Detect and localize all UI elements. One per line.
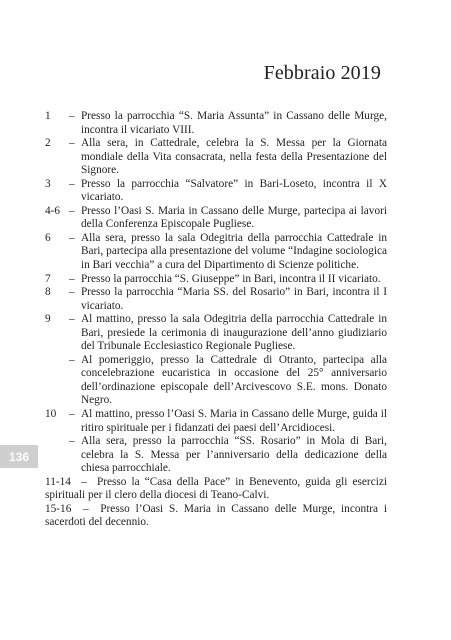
entry-dash: –	[69, 313, 75, 326]
entry-dash: –	[69, 272, 75, 285]
list-item	[45, 273, 387, 287]
entry-dash: –	[69, 353, 75, 366]
entry-text: Presso la parrocchia “S. Maria Assunta” in Cassano delle Murge, incontra il vicariato VIII.	[81, 110, 387, 136]
entry-text: Al mattino, presso la sala Odegitria della parrocchia Cattedrale in Bari, presiede la cerimonia di inaugurazione dell’anno giudiziario del Tribunale Ecclesiastico Regionale Pugliese.	[81, 313, 387, 353]
entry-day: 6	[45, 231, 51, 244]
entry-dash: –	[69, 110, 75, 122]
entry-dash: –	[69, 177, 75, 190]
entry-day: 15-16	[45, 502, 72, 515]
entry-text: Presso la “Casa della Pace” in Benevento, guida gli esercizi spirituali per il clero della diocesi di Teano-Calvi.	[45, 475, 388, 502]
entry-dash: –	[69, 408, 75, 421]
page-title: Febbraio 2019	[263, 62, 381, 84]
entry-text: Presso l’Oasi S. Maria in Cassano delle Murge, incontra i sacerdoti del decennio.	[45, 502, 388, 529]
list-item	[45, 435, 387, 476]
entry-text: Presso la parrocchia “Salvatore” in Bari-Loseto, incontra il X vicariato.	[81, 177, 387, 204]
entry-day: 8	[45, 286, 51, 299]
list-item	[45, 178, 387, 205]
entry-day: 10	[45, 408, 57, 421]
entry-day: 9	[45, 313, 51, 326]
list-item	[45, 286, 387, 313]
list-item	[45, 205, 387, 232]
entry-text: Alla sera, presso la parrocchia “SS. Rosario” in Mola di Bari, celebra la S. Messa per l’anniversario della dedicazione della chiesa parrocchiale.	[81, 435, 387, 475]
entry-dash: –	[69, 231, 75, 244]
entry-text: Presso la parrocchia “Maria SS. del Rosario” in Bari, incontra il I vicariato.	[81, 286, 387, 312]
entry-day: 7	[45, 272, 51, 285]
entry-dash: –	[69, 137, 75, 150]
entry-day: 4-6	[45, 204, 61, 217]
list-item	[45, 137, 387, 178]
list-item	[45, 232, 387, 273]
entry-text: Al pomeriggio, presso la Cattedrale di Otranto, partecipa alla concelebrazione eucaristica in occasione del 25° anniversario dell’ordinazione episcopale dell’Arcivescovo S.E. mons. Donato Negro.	[81, 353, 387, 407]
entry-dash: –	[81, 475, 87, 488]
entry-dash: –	[69, 204, 75, 217]
entry-text: Alla sera, presso la sala Odegitria della parrocchia Cattedrale in Bari, partecipa alla presentazione del volume “Indagine sociologica in Bari vecchia” a cura del Dipartimento di Scienze politiche.	[81, 231, 387, 272]
entry-dash: –	[69, 435, 75, 448]
entry-day: 1	[45, 110, 51, 122]
list-item	[45, 476, 387, 503]
page-number: 136	[8, 449, 30, 464]
chronicle-entries	[45, 110, 387, 530]
entry-day: 3	[45, 177, 51, 190]
list-item	[45, 408, 387, 435]
list-item	[45, 503, 387, 530]
list-item	[45, 110, 387, 137]
list-item	[45, 354, 387, 408]
entry-dash: –	[82, 502, 89, 515]
entry-text: Alla sera, in Cattedrale, celebra la S. Messa per la Giornata mondiale della Vita consacrata, nella festa della Presentazione del Signore.	[81, 137, 387, 177]
entry-text: Al mattino, presso l’Oasi S. Maria in Cassano delle Murge, guida il ritiro spirituale per i fidanzati dei paesi dell’Arcidiocesi.	[81, 408, 387, 434]
entry-day: 11-14	[45, 475, 71, 488]
entry-dash: –	[69, 286, 75, 299]
page-number-badge	[0, 445, 38, 468]
entry-day: 2	[45, 137, 51, 150]
entry-text: Presso la parrocchia “S. Giuseppe” in Bari, incontra il II vicariato.	[81, 272, 381, 285]
list-item	[45, 313, 387, 354]
entry-text: Presso l’Oasi S. Maria in Cassano delle Murge, partecipa ai lavori della Conferenza Episcopale Pugliese.	[81, 204, 387, 231]
